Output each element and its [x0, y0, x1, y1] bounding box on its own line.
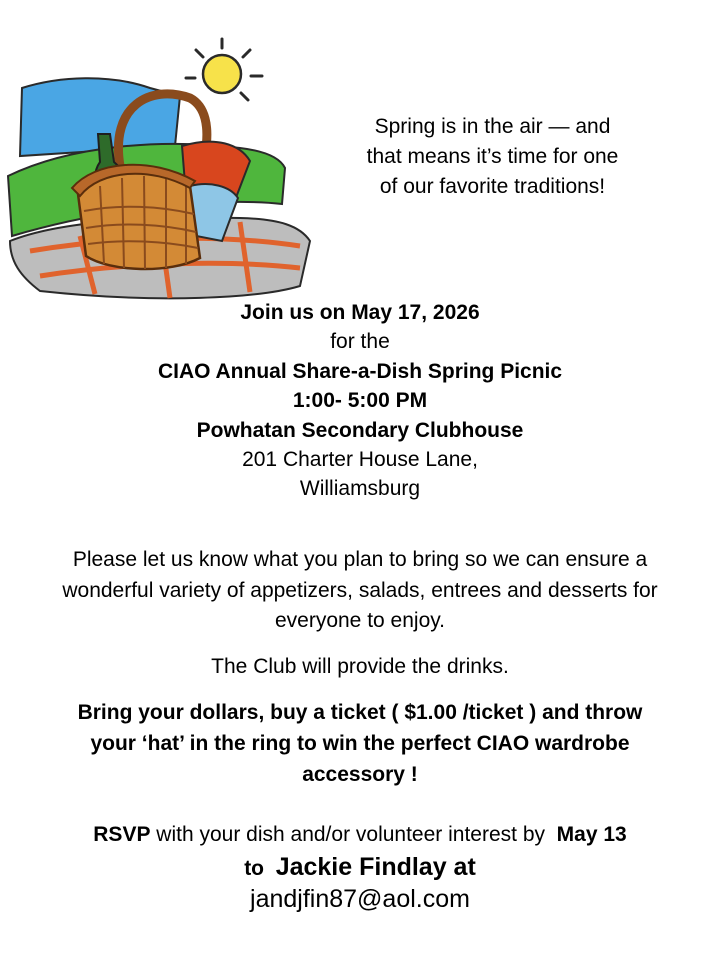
intro-line: that means it’s time for one — [366, 145, 619, 168]
event-address-line1: 201 Charter House Lane, — [242, 448, 478, 472]
rsvp-text: with your dish and/or volunteer interest by — [150, 823, 557, 846]
paragraph-line: your ‘hat’ in the ring to win the perfect CIAO wardrobe — [90, 732, 630, 755]
drinks-note: The Club will provide the drinks. — [211, 655, 509, 678]
event-details — [0, 298, 720, 504]
picnic-basket-illustration — [0, 36, 325, 308]
raffle-paragraph — [0, 697, 720, 790]
for-the-text: for the — [330, 330, 390, 354]
intro-text — [330, 112, 655, 202]
event-time: 1:00- 5:00 PM — [292, 389, 428, 413]
paragraph-line: wonderful variety of appetizers, salads, entrees and desserts for — [62, 578, 658, 602]
event-date: Join us on May 17, 2026 — [240, 301, 480, 324]
paragraph-line: Bring your dollars, buy a ticket ( $1.00 /ticket ) and throw — [77, 701, 643, 724]
sun-icon — [186, 39, 262, 100]
intro-line: of our favorite traditions! — [379, 175, 606, 198]
contact-name: Jackie Findlay at — [275, 853, 476, 881]
rsvp-deadline: May 13 — [556, 823, 627, 846]
rsvp-label: RSVP — [93, 823, 151, 846]
event-address-line2: Williamsburg — [299, 477, 421, 501]
paragraph-line: everyone to enjoy. — [274, 609, 446, 632]
contact-email[interactable]: jandjfin87@aol.com — [250, 885, 470, 913]
rsvp-contact-line — [0, 850, 720, 886]
paragraph-line: accessory ! — [302, 763, 418, 786]
paragraph-line: Please let us know what you plan to bring so we can ensure a — [72, 548, 648, 571]
intro-line: Spring is in the air — and — [374, 115, 611, 138]
rsvp-to: to — [244, 857, 276, 880]
event-venue: Powhatan Secondary Clubhouse — [196, 418, 524, 442]
bring-paragraph — [0, 545, 720, 637]
event-name: CIAO Annual Share-a-Dish Spring Picnic — [157, 359, 563, 383]
rsvp-line — [0, 818, 720, 852]
